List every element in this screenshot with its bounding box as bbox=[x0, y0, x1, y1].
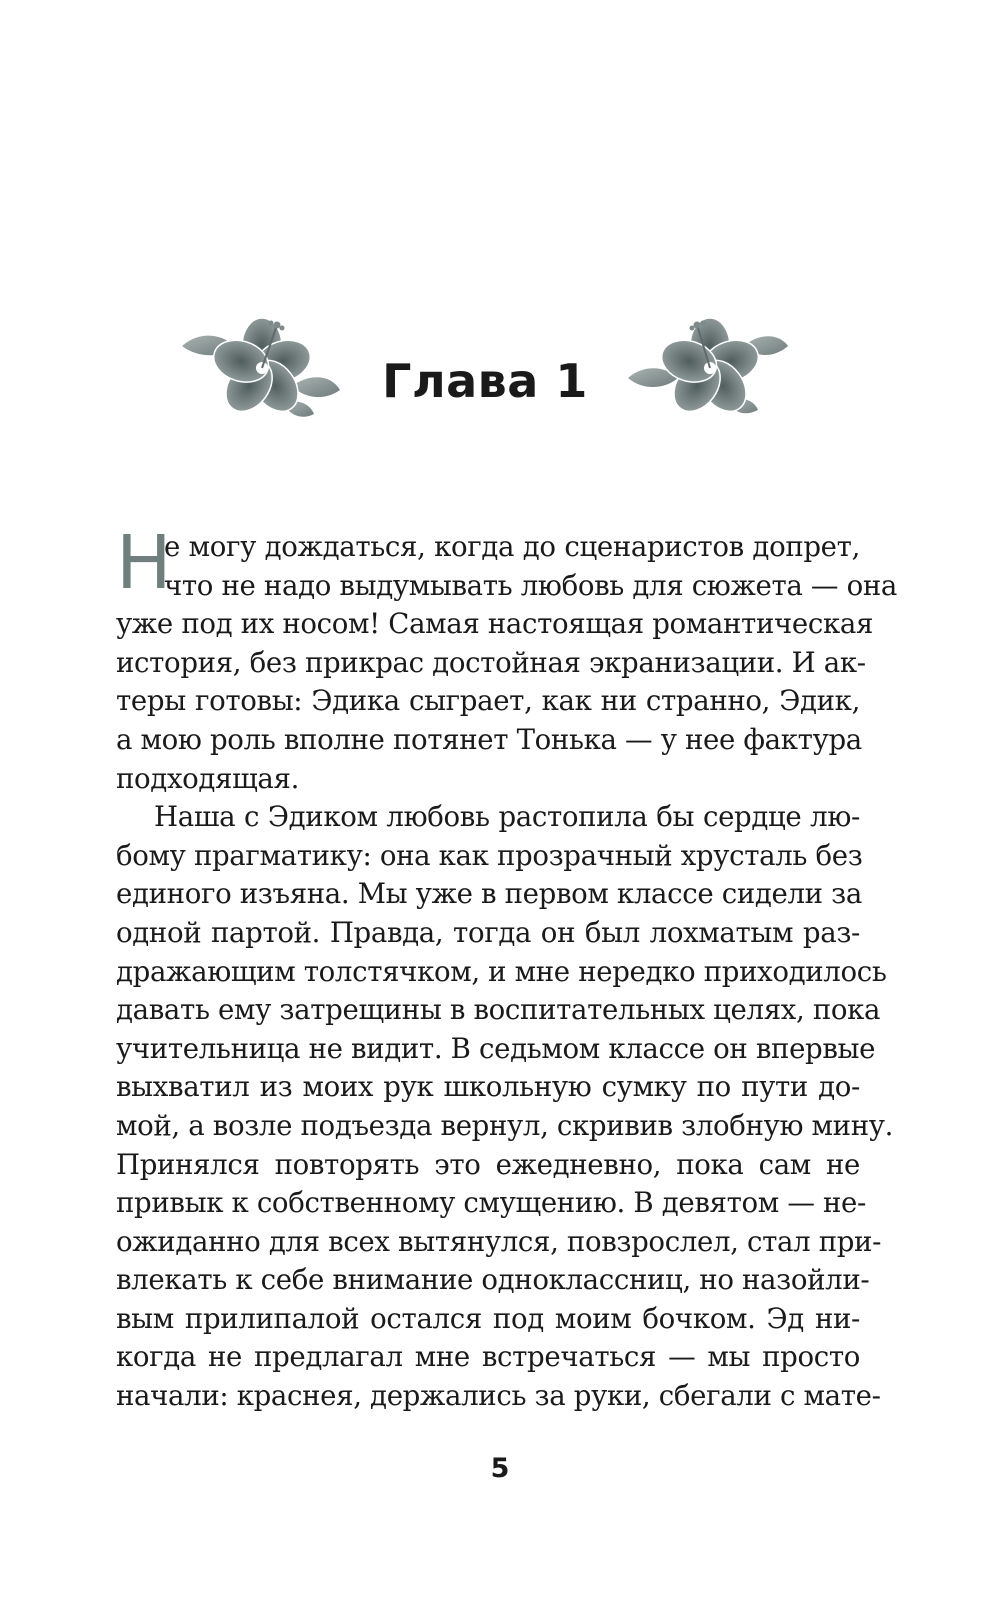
text-line: ожиданно для всех вытянулся, повзрослел, стал при- bbox=[116, 1224, 882, 1258]
text-line: теры готовы: Эдика сыграет, как ни странно, Эдик, bbox=[116, 684, 860, 718]
drop-cap: Н bbox=[116, 520, 172, 606]
text-line: Принялся повторять это ежедневно, пока сам не bbox=[116, 1147, 860, 1181]
text-line: уже под их носом! Самая настоящая романтическая bbox=[116, 607, 874, 641]
text-line: когда не предлагал мне встречаться — мы просто bbox=[116, 1340, 860, 1374]
text-line: начали: краснея, держались за руки, сбегали с мате- bbox=[116, 1379, 881, 1413]
hibiscus-flower-icon bbox=[180, 318, 344, 430]
text-line: привык к собственному смущению. В девятом — не- bbox=[116, 1186, 866, 1220]
hibiscus-flower-icon bbox=[626, 318, 790, 430]
page-number: 5 bbox=[490, 1453, 510, 1484]
text-line: учительница не видит. В седьмом классе он впервые bbox=[116, 1031, 876, 1065]
text-line: что не надо выдумывать любовь для сюжета — она bbox=[164, 568, 898, 602]
text-line: влекать к себе внимание одноклассниц, но назойли- bbox=[116, 1263, 870, 1297]
text-line: мой, а возле подъезда вернул, скривив злобную мину. bbox=[116, 1108, 894, 1142]
paragraph-1 bbox=[116, 520, 898, 798]
chapter-heading bbox=[180, 318, 790, 430]
text-line: давать ему затрещины в воспитательных целях, пока bbox=[116, 993, 881, 1027]
text-line: бому прагматику: она как прозрачный хрусталь без bbox=[116, 838, 863, 872]
chapter-body bbox=[116, 520, 898, 1416]
text-line: подходящая. bbox=[116, 761, 300, 795]
text-line: дражающим толстячком, и мне нередко приходилось bbox=[116, 954, 887, 988]
text-line: а мою роль вполне потянет Тонька — у нее фактура bbox=[116, 722, 862, 756]
text-line: вым прилипалой остался под моим бочком. Эд ни- bbox=[116, 1301, 860, 1335]
chapter-title: Глава 1 bbox=[382, 354, 588, 408]
text-line: выхватил из моих рук школьную сумку по пути до- bbox=[116, 1070, 860, 1104]
text-line: история, без прикрас достойная экранизации. И ак- bbox=[116, 645, 866, 679]
text-line: Наша с Эдиком любовь растопила бы сердце лю- bbox=[154, 800, 860, 834]
paragraph-2 bbox=[116, 798, 894, 1416]
text-line: единого изъяна. Мы уже в первом классе сидели за bbox=[116, 877, 862, 911]
text-line: е могу дождаться, когда до сценаристов допрет, bbox=[164, 530, 860, 563]
text-line: одной партой. Правда, тогда он был лохматым раз- bbox=[116, 915, 860, 949]
